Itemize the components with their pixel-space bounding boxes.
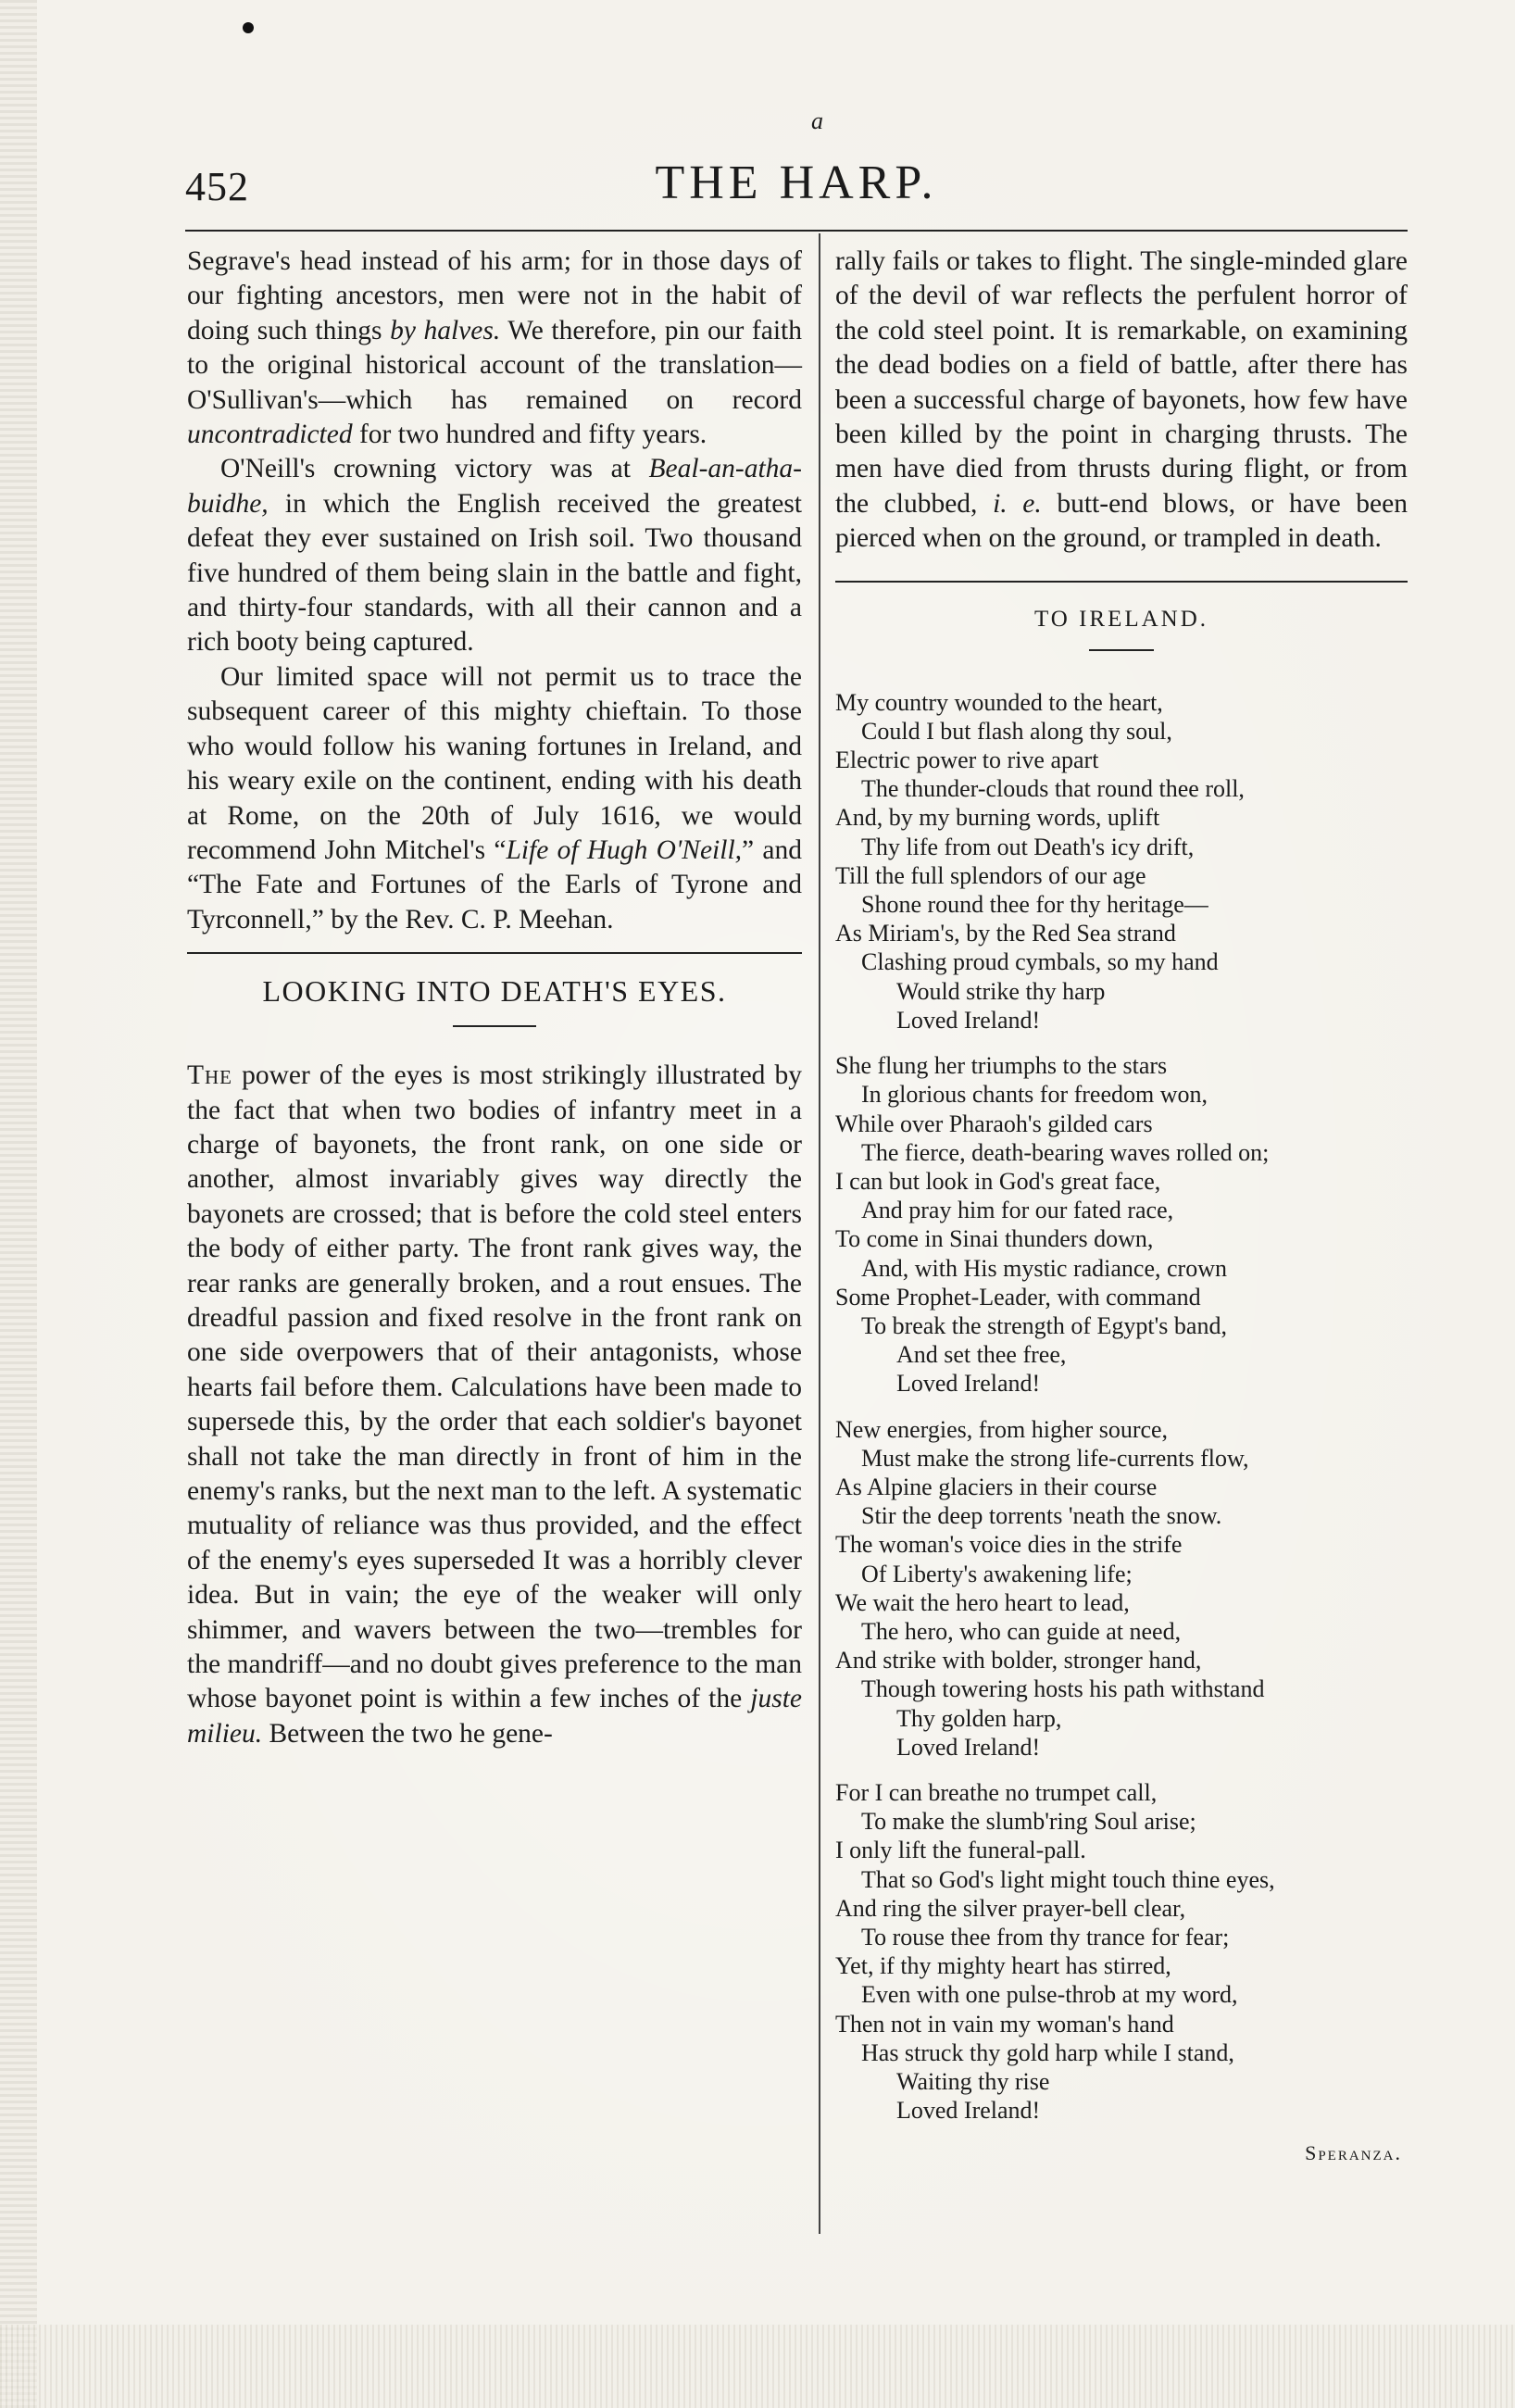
paragraph-segrave: Segrave's head instead of his arm; for in those days of our fighting ancestors, men were not in the habit of doing such things by halves. We therefore, pin our faith to the original historical account of the translation—O'Sullivan's—which has remained on record uncontradicted for two hundred and fifty years. xyxy=(187,246,802,450)
paragraph-crowning-victory: O'Neill's crowning victory was at Beal-an-atha-buidhe, in which the English received the greatest defeat they ever sustained on Irish soil. Two thousand five hundred of them being slain in the battle and fight, and thirty-four standards, with all their cannon and a rich booty being captured. xyxy=(187,454,802,658)
section-rule xyxy=(187,952,802,954)
poem-stanza xyxy=(835,1778,1408,2125)
poem-line: Thy golden harp, xyxy=(896,1704,1062,1732)
poem-line: Must make the strong life-currents flow, xyxy=(861,1444,1249,1472)
poem-line: Loved Ireland! xyxy=(896,1733,1041,1761)
paragraph-continuation: rally fails or takes to flight. The single-minded glare of the devil of war reflects the perfulent horror of the cold steel point. It is remarkable, on examining the dead bodies on a field of battle, after there has been a successful charge of bayonets, how few have been killed by the point in charging thrusts. The men have died from thrusts during flight, or from the clubbed, i. e. butt-end blows, or have been pierced when on the ground, or trampled in death. xyxy=(835,246,1408,554)
left-column xyxy=(187,245,802,1751)
poem-to-ireland xyxy=(835,688,1408,2126)
poem-line: And, by my burning words, uplift xyxy=(835,804,1160,832)
poem-line: Loved Ireland! xyxy=(896,2097,1041,2125)
poem-line: And, with His mystic radiance, crown xyxy=(861,1254,1227,1282)
poem-line: I can but look in God's great face, xyxy=(835,1167,1161,1195)
poem-stanza xyxy=(835,1051,1408,1398)
poem-line: Then not in vain my woman's hand xyxy=(835,2010,1174,2038)
author-signature: Speranza. xyxy=(1305,2141,1402,2165)
poem-line: Of Liberty's awakening life; xyxy=(861,1560,1133,1587)
right-column xyxy=(835,245,1408,2165)
poem-line: Waiting thy rise xyxy=(896,2068,1050,2095)
poem-line: Shone round thee for thy heritage— xyxy=(861,891,1208,919)
poem-title-underline xyxy=(1089,649,1154,651)
poem-line: And set thee free, xyxy=(896,1341,1067,1369)
printer-mark: a xyxy=(811,107,823,134)
poem-line: Though towering hosts his path withstand xyxy=(861,1675,1265,1703)
poem-line: Yet, if thy mighty heart has stirred, xyxy=(835,1952,1171,1980)
poem-line: To make the slumb'ring Soul arise; xyxy=(861,1808,1196,1836)
poem-line: As Miriam's, by the Red Sea strand xyxy=(835,920,1176,947)
poem-line: Could I but flash along thy soul, xyxy=(861,717,1172,745)
paragraph-limited-space: Our limited space will not permit us to trace the subsequent career of this mighty chieftain. To those who would follow his waning fortunes in Ireland, and his weary exile on the continent, ending with his death at Rome, on the 20th of July 1616, we would recommend John Mitchel's “Life of Hugh O'Neill,” and “The Fate and Fortunes of the Earls of Tyrone and Tyrconnell,” by the Rev. C. P. Meehan. xyxy=(187,661,802,934)
page-header xyxy=(185,156,1408,220)
poem-line: For I can breathe no trumpet call, xyxy=(835,1778,1158,1806)
poem-line: I only lift the funeral-pall. xyxy=(835,1837,1086,1864)
poem-line: And strike with bolder, stronger hand, xyxy=(835,1647,1202,1674)
poem-line: Stir the deep torrents 'neath the snow. xyxy=(861,1502,1222,1530)
poem-line: Would strike thy harp xyxy=(896,977,1106,1005)
poem-line: Loved Ireland! xyxy=(896,1370,1041,1398)
running-title: THE HARP. xyxy=(655,157,938,209)
poem-line: The thunder-clouds that round thee roll, xyxy=(861,775,1245,803)
poem-line: Even with one pulse-throb at my word, xyxy=(861,1981,1238,2009)
page-number: 452 xyxy=(185,164,249,209)
page-edge-bottom xyxy=(0,2325,1515,2408)
poem-line: As Alpine glaciers in their course xyxy=(835,1473,1158,1500)
poem-line: And pray him for our fated race, xyxy=(861,1197,1174,1224)
poem-line: New energies, from higher source, xyxy=(835,1415,1169,1443)
poem-line: To come in Sinai thunders down, xyxy=(835,1225,1154,1253)
poem-line: To break the strength of Egypt's band, xyxy=(861,1311,1227,1339)
poem-line: Electric power to rive apart xyxy=(835,746,1099,774)
header-rule xyxy=(185,230,1408,232)
poem-line: My country wounded to the heart, xyxy=(835,688,1163,716)
poem-line: The woman's voice dies in the strife xyxy=(835,1531,1183,1559)
poem-line: We wait the hero heart to lead, xyxy=(835,1588,1130,1616)
poem-line: The fierce, death-bearing waves rolled on; xyxy=(861,1138,1270,1166)
title-underline xyxy=(453,1025,536,1027)
ink-dot xyxy=(243,22,254,33)
poem-line: That so God's light might touch thine eyes, xyxy=(861,1865,1275,1893)
section-rule-right xyxy=(835,581,1408,583)
poem-line: Clashing proud cymbals, so my hand xyxy=(861,948,1219,976)
poem-line: Some Prophet-Leader, with command xyxy=(835,1283,1201,1311)
poem-line: To rouse thee from thy trance for fear; xyxy=(861,1923,1230,1950)
poem-line: While over Pharaoh's gilded cars xyxy=(835,1110,1153,1137)
column-divider xyxy=(819,233,820,2234)
poem-line: Loved Ireland! xyxy=(896,1006,1041,1034)
poem-line: Till the full splendors of our age xyxy=(835,861,1146,889)
paragraph-power-of-eyes: The power of the eyes is most strikingly illustrated by the fact that when two bodies of infantry meet in a charge of bayonets, the front rank, on one side or another, almost invariably gives way directly the bayonets are crossed; that is before the cold steel enters the body of either party. The front rank gives way, the rear ranks are generally broken, and a rout ensues. The dreadful passion and fixed resolve in the front rank on one side overpowers that of their antagonists, whose hearts fail before them. Calculations have been made to supersede this, by the order that each soldier's bayonet shall not take the man directly in front of him in the enemy's ranks, but the next man to the left. A systematic mutuality of reliance was thus provided, and the effect of the enemy's eyes superseded It was a horribly clever idea. But in vain; the eye of the weaker will only shimmer, and wavers between the two—trembles for the mandriff—and no doubt gives preference to the man whose bayonet point is within a few inches of the juste milieu. Between the two he gene- xyxy=(187,1060,803,1749)
poem-title: TO IRELAND. xyxy=(1033,606,1209,632)
page-edge-left xyxy=(0,0,37,2408)
article-title: LOOKING INTO DEATH'S EYES. xyxy=(262,974,727,1009)
poem-line: She flung her triumphs to the stars xyxy=(835,1052,1168,1080)
poem-line: Thy life from out Death's icy drift, xyxy=(861,833,1195,860)
poem-stanza xyxy=(835,1415,1408,1762)
poem-line: The hero, who can guide at need, xyxy=(861,1617,1182,1645)
poem-line: In glorious chants for freedom won, xyxy=(861,1081,1208,1109)
poem-stanza xyxy=(835,688,1408,1035)
poem-line: And ring the silver prayer-bell clear, xyxy=(835,1894,1186,1922)
poem-line: Has struck thy gold harp while I stand, xyxy=(861,2038,1234,2066)
